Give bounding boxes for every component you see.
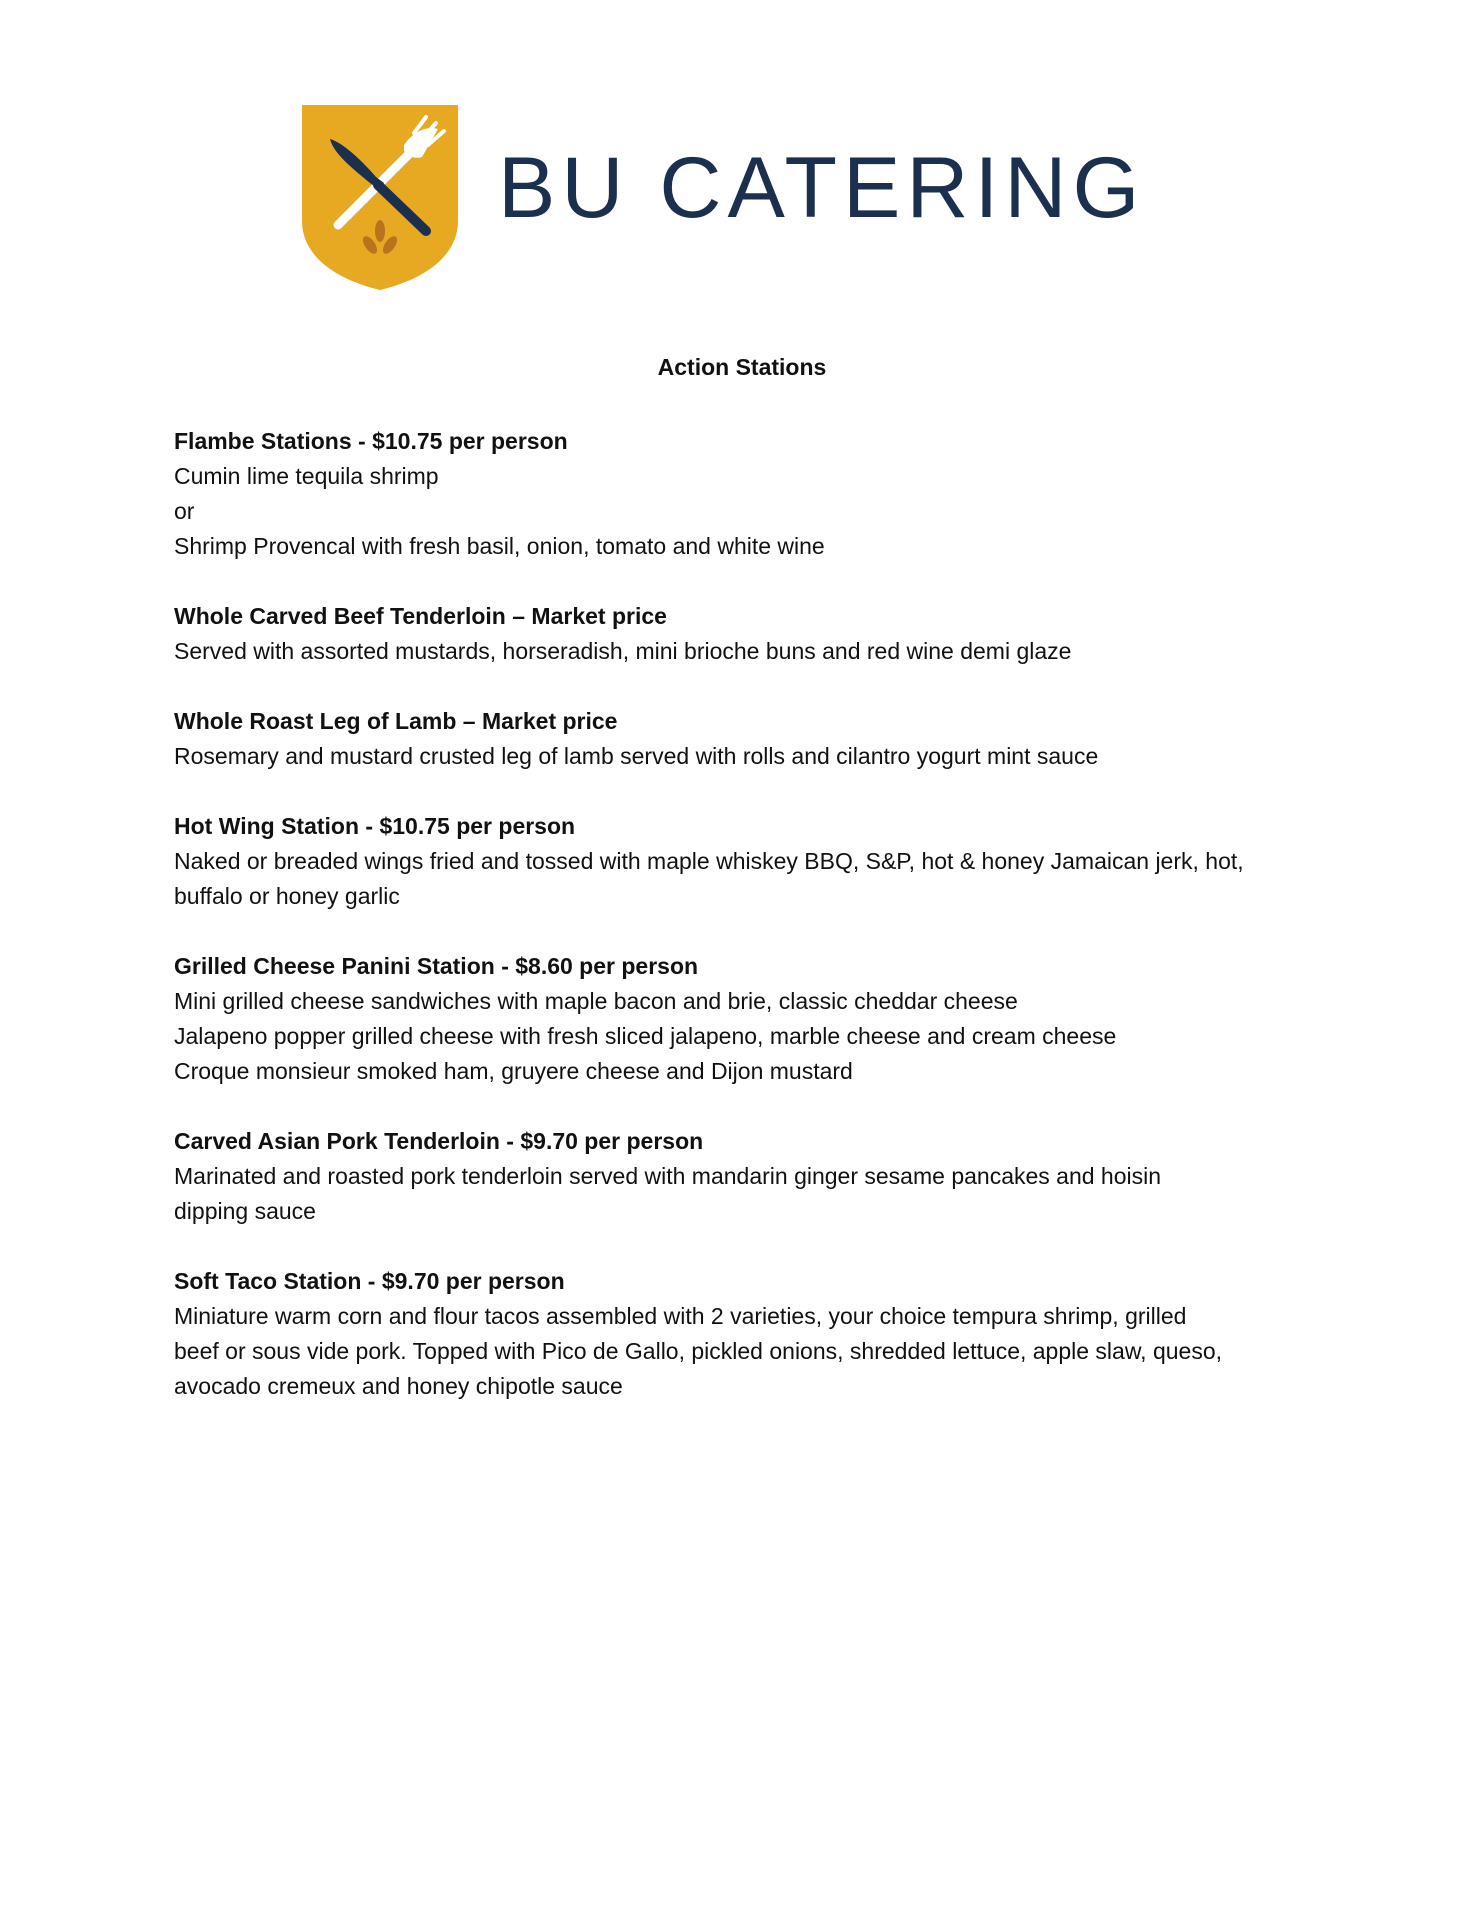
- menu-section: [174, 1264, 1324, 1404]
- brand-name: BU CATERING: [498, 140, 1146, 236]
- section-line: or: [174, 498, 195, 524]
- page-title: Action Stations: [657, 354, 827, 380]
- menu-section: [174, 704, 1324, 774]
- section-line: Croque monsieur smoked ham, gruyere cheese and Dijon mustard: [174, 1058, 853, 1084]
- section-line: Jalapeno popper grilled cheese with fresh sliced jalapeno, marble cheese and cream cheese: [174, 1023, 1117, 1049]
- menu-section: [174, 1124, 1324, 1229]
- section-line: Rosemary and mustard crusted leg of lamb served with rolls and cilantro yogurt mint sauce: [174, 743, 1099, 769]
- shield-logo-icon: [300, 103, 460, 293]
- section-heading: Grilled Cheese Panini Station - $8.60 per person: [174, 953, 699, 979]
- section-line: dipping sauce: [174, 1198, 316, 1224]
- section-line: Served with assorted mustards, horseradish, mini brioche buns and red wine demi glaze: [174, 638, 1072, 664]
- section-heading: Flambe Stations - $10.75 per person: [174, 428, 568, 454]
- section-line: beef or sous vide pork. Topped with Pico de Gallo, pickled onions, shredded lettuce, apple slaw, queso,: [174, 1338, 1223, 1364]
- section-line: Marinated and roasted pork tenderloin served with mandarin ginger sesame pancakes and hoisin: [174, 1163, 1162, 1189]
- brand-logo: [300, 103, 1150, 293]
- menu-section: [174, 599, 1324, 669]
- menu-sections: [174, 424, 1324, 1439]
- section-heading: Soft Taco Station - $9.70 per person: [174, 1268, 565, 1294]
- section-line: buffalo or honey garlic: [174, 883, 400, 909]
- section-line: Shrimp Provencal with fresh basil, onion, tomato and white wine: [174, 533, 825, 559]
- section-heading: Whole Carved Beef Tenderloin – Market price: [174, 603, 667, 629]
- section-line: Naked or breaded wings fried and tossed with maple whiskey BBQ, S&P, hot & honey Jamaican jerk, hot,: [174, 848, 1244, 874]
- section-heading: Carved Asian Pork Tenderloin - $9.70 per person: [174, 1128, 704, 1154]
- menu-section: [174, 809, 1324, 914]
- menu-section: [174, 949, 1324, 1089]
- menu-section: [174, 424, 1324, 564]
- section-heading: Hot Wing Station - $10.75 per person: [174, 813, 576, 839]
- section-line: Miniature warm corn and flour tacos assembled with 2 varieties, your choice tempura shrimp, grilled: [174, 1303, 1187, 1329]
- section-line: Mini grilled cheese sandwiches with maple bacon and brie, classic cheddar cheese: [174, 988, 1018, 1014]
- section-line: avocado cremeux and honey chipotle sauce: [174, 1373, 623, 1399]
- section-line: Cumin lime tequila shrimp: [174, 463, 439, 489]
- section-heading: Whole Roast Leg of Lamb – Market price: [174, 708, 618, 734]
